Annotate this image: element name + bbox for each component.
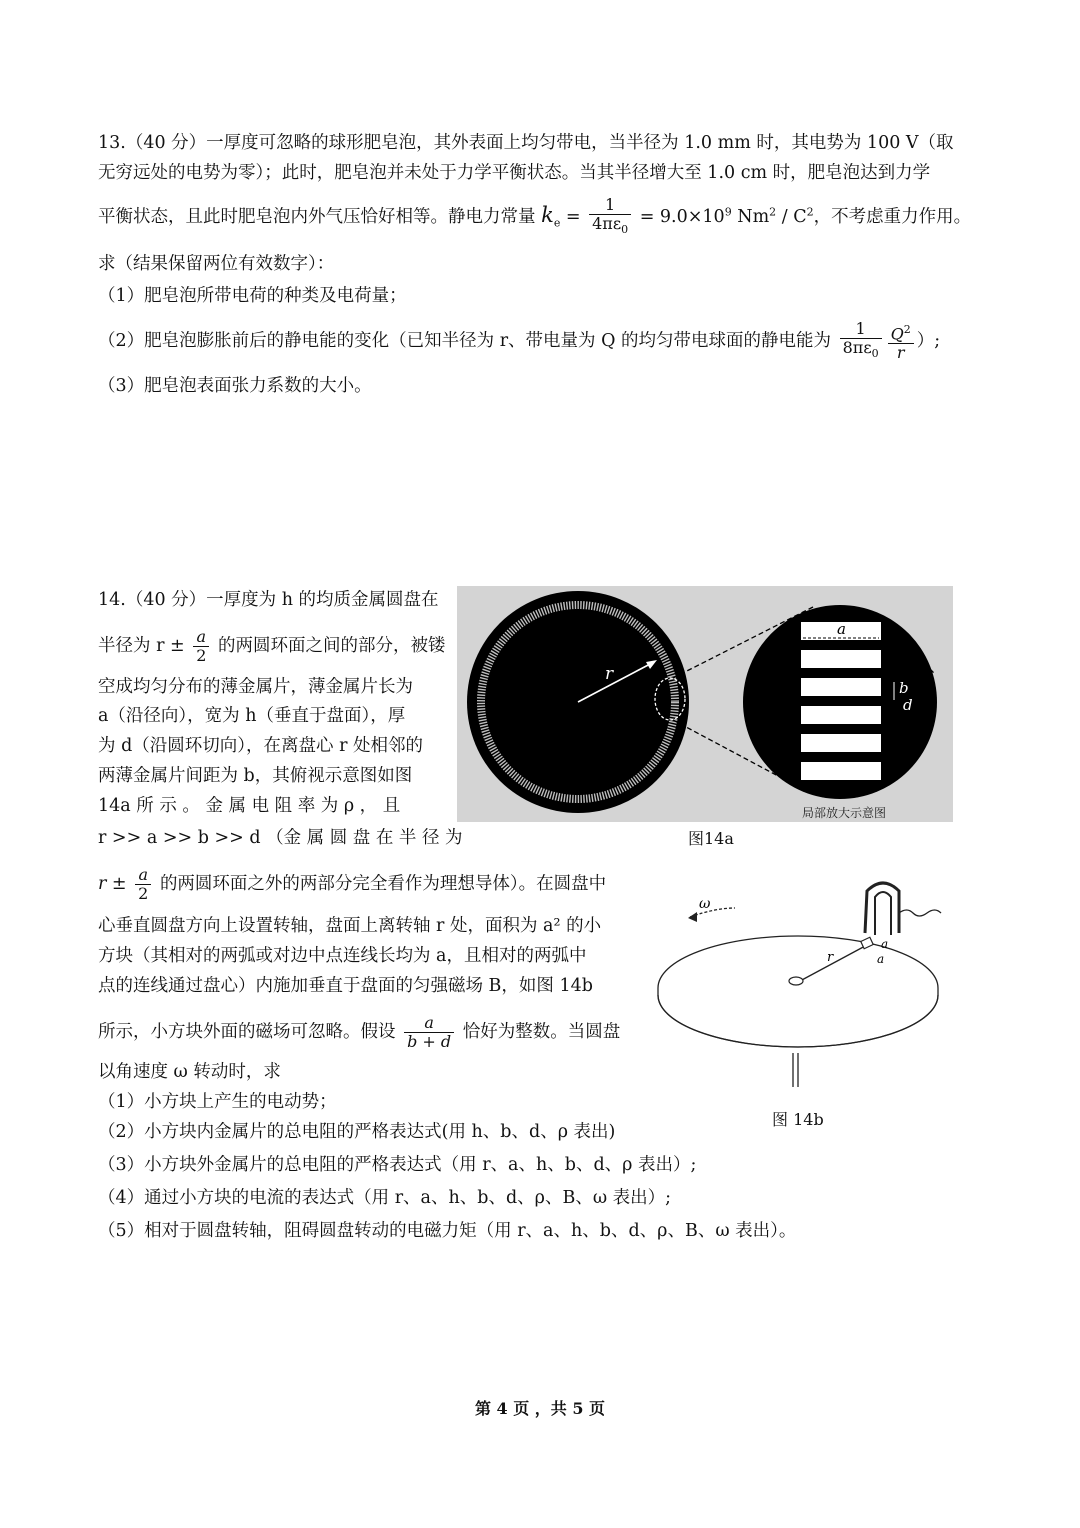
rotation-arrowhead: [688, 912, 697, 922]
figure-14a-caption: 图14a: [688, 829, 734, 848]
ke-denominator-sub: 0: [621, 223, 629, 237]
slot-5: [801, 734, 881, 752]
slot-6: [801, 762, 881, 780]
ke-denominator: 4πε: [592, 214, 622, 233]
energy-fraction-2-num-exp: 2: [903, 322, 911, 336]
disk-14b: [658, 936, 938, 1047]
q14-line-2-fraction: [193, 628, 209, 665]
q13-line-3: 平衡状态，且此时肥皂泡内外气压恰好相等。静电力常量 $k_e$ = $\frac{1}{4\pi\varepsilon_0}$ = $9.0\times 10^9$ $Nm^2 / C^2$，不考虑重力作用。: [98, 196, 971, 239]
ke-fraction: [589, 196, 631, 239]
ke-value: = 9.0×10: [639, 207, 725, 228]
q13-line-2: 无穷远处的电势为零）；此时，肥皂泡并未处于力学平衡状态。当其半径增大至 1.0 cm 时，肥皂泡达到力学: [98, 163, 931, 183]
q14-line-13-num: a: [404, 1014, 454, 1033]
energy-fraction-2-num: Q: [890, 324, 904, 344]
figure-14b-caption: 图 14b: [772, 1110, 824, 1129]
ke-unit-exp-1: 2: [769, 205, 777, 219]
q14-line-11: 方块（其相对的两弧或对边中点连线长均为 a，且相对的两弧中: [98, 946, 587, 966]
q14-line-2-num: a: [193, 628, 209, 647]
slot-4: [801, 706, 881, 724]
q14-line-9-fraction: [135, 866, 151, 903]
figure-14b: [655, 875, 945, 1090]
inset-label-b: b: [899, 679, 909, 697]
ke-exponent: 9: [724, 205, 732, 219]
q14-line-7: 14a 所 示 。 金 属 电 阻 率 为 ρ ， 且: [98, 796, 401, 816]
q14-line-2-den: 2: [196, 646, 207, 665]
q14-sub-3: （3）小方块外金属片的总电阻的严格表达式（用 r、a、h、b、d、ρ 表出）;: [98, 1155, 697, 1175]
ke-subscript: e: [553, 216, 561, 230]
page-footer: 第 4 页 ，共 5 页: [474, 1399, 606, 1418]
q14-line-9-den: 2: [138, 884, 149, 903]
label-omega: ω: [699, 896, 711, 912]
q14-line-8: r >> a >> b >> d （金 属 圆 盘 在 半 径 为: [98, 828, 463, 848]
label-a-14b-1: a: [881, 937, 889, 951]
q14-line-2-post: 的两圆环面之间的部分，被镂: [218, 636, 446, 656]
q13-sub-2-post: ）;: [916, 331, 941, 352]
q13-sub-3: （3）肥皂泡表面张力系数的大小。: [98, 376, 372, 396]
q14-sub-2: （2）小方块内金属片的总电阻的严格表达式(用 h、b、d、ρ 表出): [98, 1122, 616, 1142]
axis-hub: [789, 977, 803, 985]
ke-numerator: 1: [589, 196, 631, 215]
q13-sub-2: [98, 320, 940, 363]
inset-label-d: d: [903, 696, 913, 714]
q14-line-9: [98, 866, 606, 903]
energy-fraction-1-den-sub: 0: [871, 347, 879, 361]
q14-line-9-post: 的两圆环面之外的两部分完全看作为理想导体）。在圆盘中: [159, 874, 607, 894]
q14-line-9-pre: r ±: [98, 874, 127, 894]
q14-line-13-pre: 所示，小方块外面的磁场可忽略。假设: [98, 1022, 396, 1042]
energy-fraction-1-num: 1: [840, 320, 882, 339]
q14-sub-4: （4）通过小方块的电流的表达式（用 r、a、h、b、d、ρ、B、ω 表出）;: [98, 1188, 672, 1208]
label-a-14b-2: a: [877, 952, 885, 966]
figure-14a: [457, 586, 953, 822]
inset-label-a: a: [837, 620, 846, 638]
q14-line-1: 14.（40 分）一厚度为 h 的均质金属圆盘在: [98, 590, 439, 610]
inset-caption: 局部放大示意图: [802, 806, 887, 820]
ke-unit-b: / C: [776, 207, 807, 228]
ke-symbol: k: [541, 203, 554, 228]
q14-line-13-fraction: [404, 1014, 454, 1051]
q14-line-13-post: 恰好为整数。当圆盘: [462, 1022, 621, 1042]
magnet-inner: [875, 892, 891, 935]
q14-line-13: [98, 1014, 620, 1051]
q13-sub-1: （1）肥皂泡所带电荷的种类及电荷量；: [98, 286, 407, 306]
label-r: r: [605, 664, 614, 684]
q14-line-6: 两薄金属片间距为 b，其俯视示意图如图: [98, 766, 413, 786]
slot-2: [801, 650, 881, 668]
energy-fraction-1-den: 8πε: [842, 338, 872, 357]
q13-sub-2-pre: （2）肥皂泡膨胀前后的静电能的变化（已知半径为 r、带电量为 Q 的均匀带电球面的静电能为: [98, 331, 832, 352]
q14-line-4: a（沿径向），宽为 h（垂直于盘面），厚: [98, 706, 406, 726]
q13-line-3-pre: 平衡状态，且此时肥皂泡内外气压恰好相等。静电力常量: [98, 207, 536, 228]
q14-line-2-pre: 半径为 r ±: [98, 636, 185, 656]
q14-line-5: 为 d（沿圆环切向），在离盘心 r 处相邻的: [98, 736, 424, 756]
q14-line-2: [98, 628, 446, 665]
q14-line-13-den: b + d: [407, 1032, 452, 1051]
q14-sub-5: （5）相对于圆盘转轴，阻碍圆盘转动的电磁力矩（用 r、a、h、b、d、ρ、B、ω 表出）。: [98, 1221, 797, 1241]
ke-unit-exp-2: 2: [806, 205, 814, 219]
q14-line-9-num: a: [135, 866, 151, 885]
energy-fraction-1: [840, 320, 882, 363]
magnet-outer: [865, 883, 899, 933]
q14-line-3: 空成均匀分布的薄金属片，薄金属片长为: [98, 677, 413, 697]
slot-3: [801, 678, 881, 696]
energy-fraction-2: [888, 321, 914, 362]
q14-line-10: 心垂直圆盘方向上设置转轴，盘面上离转轴 r 处，面积为 a² 的小: [98, 916, 602, 936]
q13-line-4: 求（结果保留两位有效数字）：: [98, 254, 335, 274]
energy-fraction-2-den: r: [896, 343, 905, 363]
q14-line-12: 点的连线通过盘心）内施加垂直于盘面的匀强磁场 B，如图 14b: [98, 976, 593, 996]
magnet-wire: [899, 910, 941, 916]
ke-unit-a: Nm: [731, 207, 770, 228]
q14-sub-1: （1）小方块上产生的电动势；: [98, 1092, 337, 1112]
q13-line-1: 13.（40 分）一厚度可忽略的球形肥皂泡，其外表面上均匀带电，当半径为 1.0 mm 时，其电势为 100 V（取: [98, 133, 954, 153]
q14-line-14: 以角速度 ω 转动时，求: [98, 1062, 281, 1082]
label-r-14b: r: [827, 950, 834, 965]
q13-line-3-post: ，不考虑重力作用。: [813, 207, 972, 228]
